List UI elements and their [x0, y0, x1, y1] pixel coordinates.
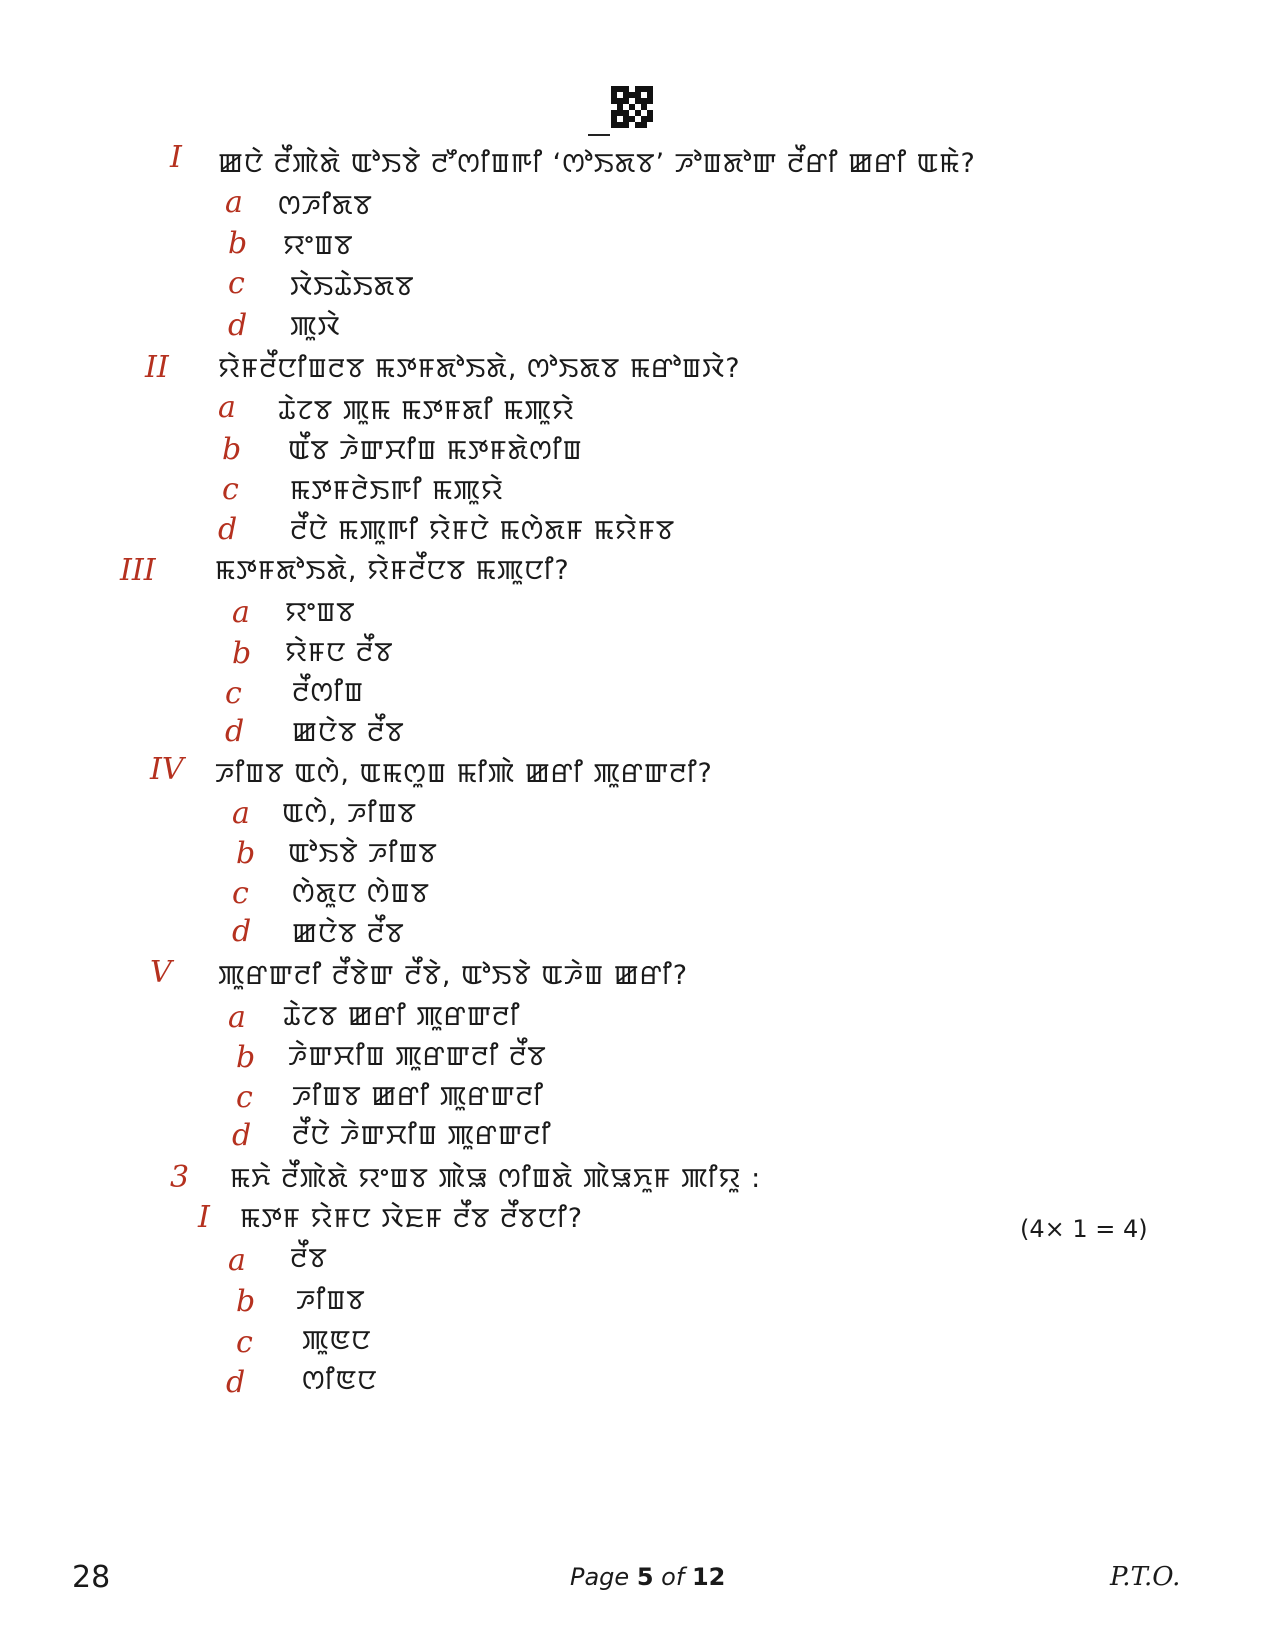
option-letter: b — [232, 636, 252, 671]
option-letter: d — [232, 914, 252, 949]
question-label: IV — [150, 752, 184, 787]
option-text: ꯍꯥꯛꯆꯤꯡ ꯄꯨꯔꯛꯂꯤ ꯂꯩꯕ — [288, 1041, 547, 1072]
question-text: ꯄꯨꯔꯛꯂꯤ ꯂꯩꯕꯥꯛ ꯂꯩꯕꯥ, ꯑꯣꯏꯕꯥ ꯑꯍꯥꯡ ꯀꯔꯤ? — [218, 960, 689, 991]
option-text: ꯂꯩꯁꯤꯡ — [292, 677, 365, 708]
option-letter: a — [228, 1000, 246, 1035]
page-total: 12 — [691, 1563, 726, 1591]
option-letter: b — [228, 226, 248, 261]
question-label: II — [145, 350, 169, 385]
option-text: ꯁꯤꯟꯅ — [302, 1365, 378, 1396]
question-label: I — [198, 1200, 210, 1235]
option-text: ꯑꯩꯕ ꯍꯥꯛꯆꯤꯡ ꯃꯇꯝꯗꯥꯁꯤꯡ — [288, 435, 583, 466]
option-text: ꯌꯦꯡꯕ — [283, 230, 354, 261]
option-text: ꯁꯥꯗꯨꯅ ꯁꯥꯡꯕ — [292, 878, 430, 909]
option-text: ꯃꯇꯝꯂꯥꯏꯒꯤ ꯃꯄꯨꯌꯥ — [290, 475, 504, 506]
question-label: V — [150, 955, 172, 990]
option-letter: b — [236, 1040, 256, 1075]
option-text: ꯄꯨꯟꯅ — [302, 1325, 372, 1356]
option-text: ꯂꯩꯅꯥ ꯍꯥꯛꯆꯤꯡ ꯄꯨꯔꯛꯂꯤ — [292, 1120, 552, 1151]
question-text: ꯍꯤꯡꯕ ꯑꯁꯥ, ꯑꯃꯁꯨꯡ ꯃꯤꯄꯥ ꯀꯔꯤ ꯄꯨꯔꯛꯂꯤ? — [215, 758, 713, 789]
page-current: 5 — [636, 1563, 654, 1591]
option-letter: c — [236, 1080, 253, 1115]
option-text: ꯂꯩꯕ — [290, 1243, 328, 1274]
option-letter: c — [232, 876, 249, 911]
option-text: ꯊꯥꯖꯕ ꯀꯔꯤ ꯄꯨꯔꯛꯂꯤ — [283, 1001, 521, 1032]
option-letter: c — [236, 1325, 253, 1360]
divider-dash — [588, 134, 610, 136]
option-text: ꯀꯅꯥꯕ ꯂꯩꯕ — [292, 918, 405, 949]
question-text: ꯌꯥꯝꯂꯩꯅꯤꯡꯂꯕ ꯃꯇꯝꯗꯣꯏꯗꯥ, ꯁꯣꯏꯗꯕ ꯃꯔꯣꯡꯋꯥ? — [218, 353, 741, 384]
question-label: III — [120, 553, 156, 588]
option-text: ꯊꯥꯖꯕ ꯄꯨꯃ ꯃꯇꯝꯗꯤ ꯃꯄꯨꯌꯥ — [278, 395, 575, 426]
option-text: ꯌꯦꯡꯕ — [285, 597, 356, 628]
option-letter: c — [228, 266, 245, 301]
question-text: ꯃꯇꯝꯗꯣꯏꯗꯥ, ꯌꯥꯝꯂꯩꯅꯕ ꯃꯄꯨꯅꯤ? — [215, 555, 570, 586]
option-text: ꯋꯥꯏꯊꯥꯏꯗꯕ — [290, 271, 415, 302]
option-letter: b — [236, 1284, 256, 1319]
option-text: ꯑꯁꯥ, ꯍꯤꯡꯕ — [282, 798, 417, 829]
option-text: ꯍꯤꯡꯕ ꯀꯔꯤ ꯄꯨꯔꯛꯂꯤ — [292, 1081, 544, 1112]
paper-code: 28 — [72, 1560, 111, 1595]
option-letter: a — [232, 595, 250, 630]
option-text: ꯂꯩꯅꯥ ꯃꯄꯨꯒꯤ ꯌꯥꯝꯅꯥ ꯃꯁꯥꯗꯝ ꯃꯌꯥꯝꯕ — [290, 515, 676, 546]
option-letter: d — [232, 1118, 252, 1153]
section-instruction: ꯃꯈꯥ ꯂꯩꯄꯥꯗꯥ ꯌꯦꯡꯕ ꯄꯥꯎ ꯁꯤꯡꯗꯥ ꯄꯥꯎꯈꯨꯝ ꯄꯤꯌꯨ : — [230, 1163, 762, 1194]
option-text: ꯍꯤꯡꯕ — [296, 1285, 366, 1316]
option-letter: d — [228, 308, 248, 343]
option-text: ꯁꯍꯤꯗꯕ — [278, 190, 373, 221]
option-letter: a — [232, 796, 250, 831]
question-label: I — [170, 140, 182, 175]
option-letter: a — [228, 1243, 246, 1278]
page-prefix: Page — [570, 1563, 630, 1591]
section-number: 3 — [170, 1160, 190, 1195]
option-text: ꯌꯥꯝꯅ ꯂꯩꯕ — [285, 637, 394, 668]
option-letter: d — [226, 1365, 246, 1400]
option-letter: c — [225, 676, 242, 711]
question-text: ꯀꯅꯥ ꯂꯩꯄꯥꯗꯥ ꯑꯣꯏꯕꯥ ꯂꯧꯁꯤꯡꯒꯤ ‘ꯁꯣꯏꯗꯕ’ ꯍꯣꯡꯗꯣꯛ ꯂꯩꯔꯤ ꯀꯔꯤ ꯑꯃꯥ? — [218, 148, 976, 179]
marks-allocation: (4× 1 = 4) — [1020, 1215, 1148, 1243]
option-letter: d — [225, 714, 245, 749]
option-letter: c — [222, 472, 239, 507]
option-letter: b — [222, 432, 242, 467]
question-text: ꯃꯇꯝ ꯌꯥꯝꯅ ꯋꯥꯐꯝ ꯂꯩꯕ ꯂꯩꯕꯅꯤ? — [240, 1203, 584, 1234]
option-letter: a — [225, 185, 243, 220]
option-text: ꯀꯅꯥꯕ ꯂꯩꯕ — [292, 717, 405, 748]
option-letter: a — [218, 390, 236, 425]
option-text: ꯑꯣꯏꯕꯥ ꯍꯤꯡꯕ — [288, 838, 438, 869]
option-letter: b — [236, 836, 256, 871]
option-letter: d — [218, 512, 238, 547]
page-number — [570, 1563, 725, 1591]
qr-code — [611, 86, 653, 128]
option-text: ꯄꯨꯋꯥ — [290, 311, 341, 342]
pto-marker: P.T.O. — [1110, 1562, 1181, 1592]
page-of: of — [661, 1563, 685, 1591]
